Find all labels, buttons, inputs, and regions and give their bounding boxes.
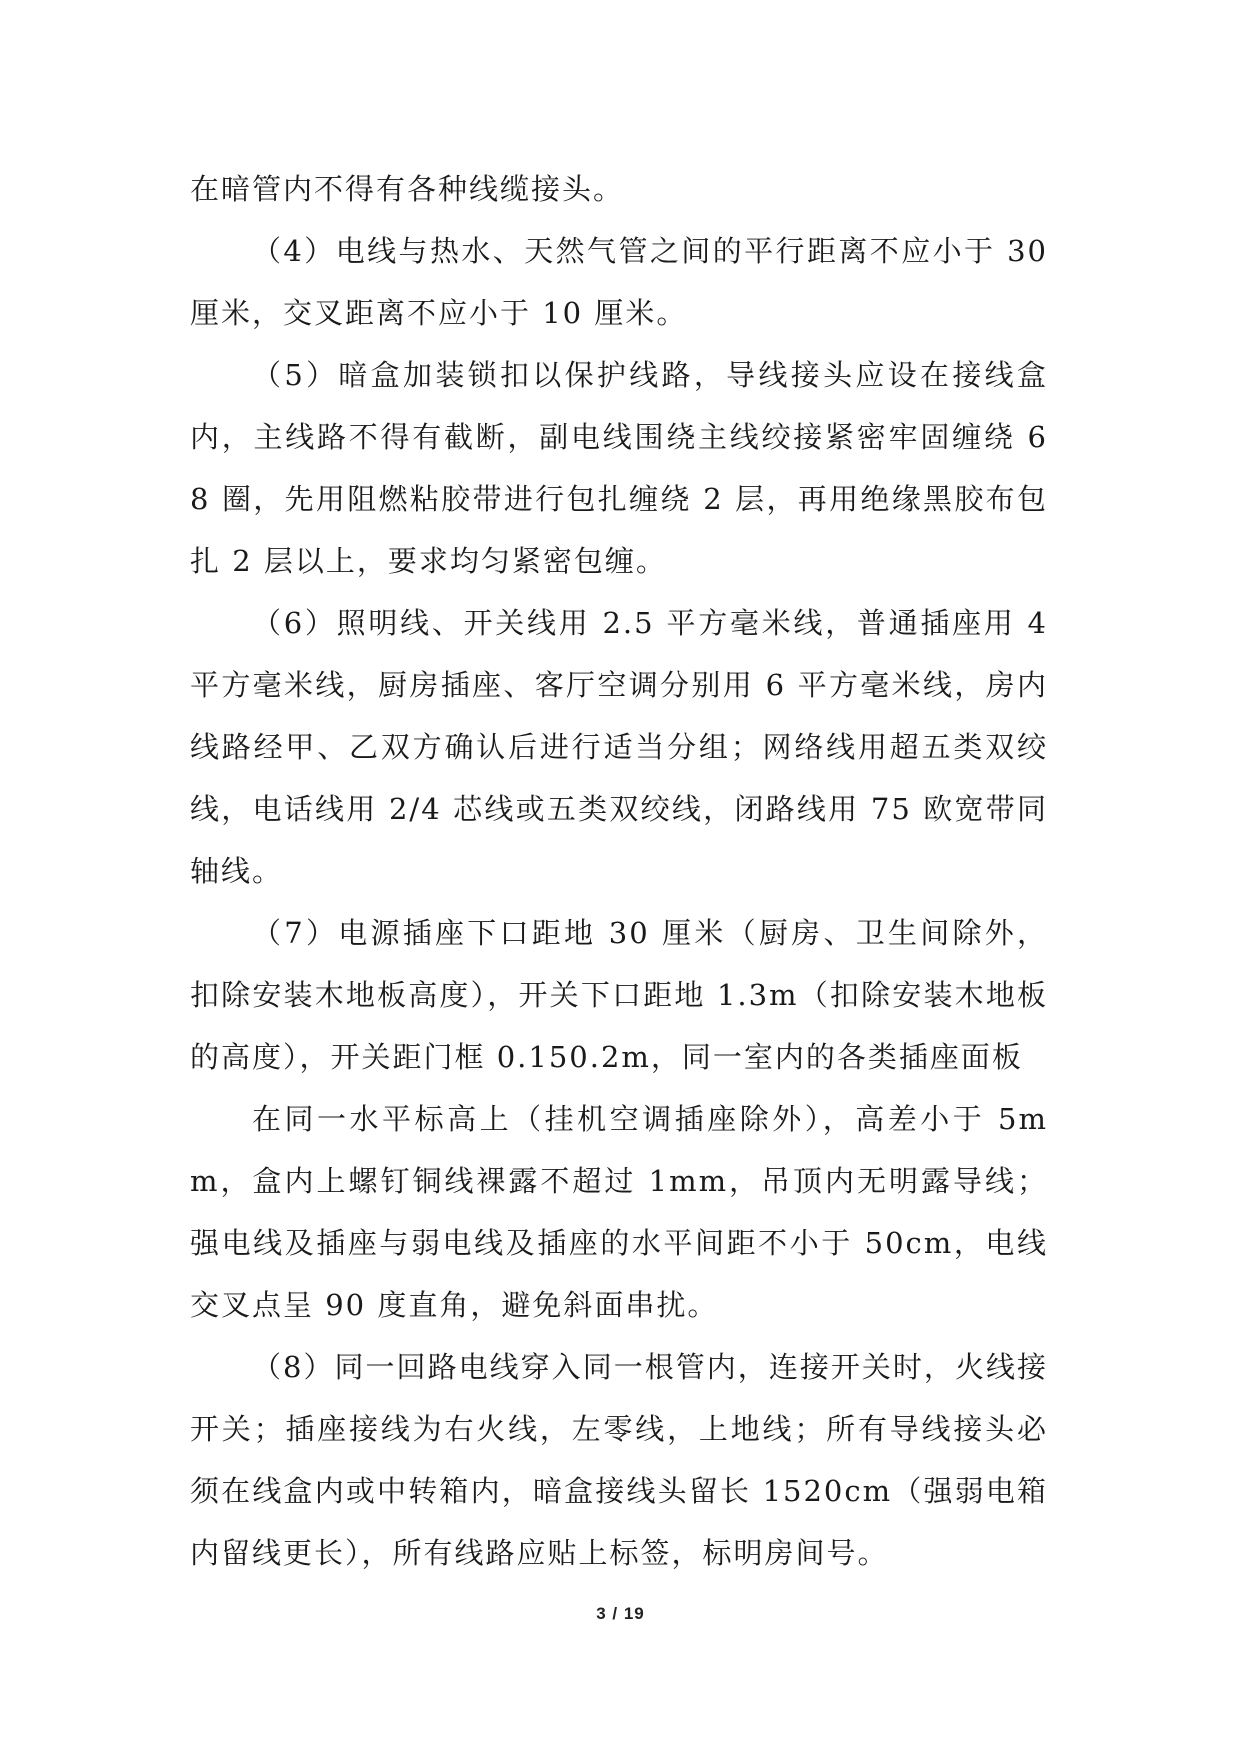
paragraph-item-8: （8）同一回路电线穿入同一根管内，连接开关时，火线接开关；插座接线为右火线，左零线，上地线；所有导线接头必须在线盒内或中转箱内，暗盒接线头留长 1520cm（强弱电箱内留线更长），所有线路应贴上标签，标明房间号。 bbox=[190, 1350, 1048, 1570]
paragraph-item-7-continued: 在同一水平标高上（挂机空调插座除外），高差小于 5mm，盒内上螺钉铜线裸露不超过 1mm，吊顶内无明露导线；强电线及插座与弱电线及插座的水平间距不小于 50cm，电线交叉点呈 90 度直角，避免斜面串扰。 bbox=[190, 1102, 1048, 1322]
document-body bbox=[190, 158, 1048, 1584]
paragraph-item-5: （5）暗盒加装锁扣以保护线路，导线接头应设在接线盒内，主线路不得有截断，副电线围绕主线绞接紧密牢固缠绕 68 圈，先用阻燃粘胶带进行包扎缠绕 2 层，再用绝缘黑胶布包扎 2 层以上，要求均匀紧密包缠。 bbox=[190, 358, 1048, 578]
paragraph-item-6: （6）照明线、开关线用 2.5 平方毫米线，普通插座用 4 平方毫米线，厨房插座、客厅空调分别用 6 平方毫米线，房内线路经甲、乙双方确认后进行适当分组；网络线用超五类双绞线，电话线用 2/4 芯线或五类双绞线，闭路线用 75 欧宽带同轴线。 bbox=[190, 606, 1048, 888]
paragraph-item-4: （4）电线与热水、天然气管之间的平行距离不应小于 30 厘米，交叉距离不应小于 10 厘米。 bbox=[190, 234, 1048, 330]
paragraph-item-7: （7）电源插座下口距地 30 厘米（厨房、卫生间除外，扣除安装木地板高度），开关下口距地 1.3m（扣除安装木地板的高度），开关距门框 0.150.2m，同一室内的各类插座面板 bbox=[190, 916, 1048, 1074]
paragraph-continuation: 在暗管内不得有各种线缆接头。 bbox=[190, 172, 625, 206]
page-number: 3 / 19 bbox=[596, 1604, 645, 1623]
